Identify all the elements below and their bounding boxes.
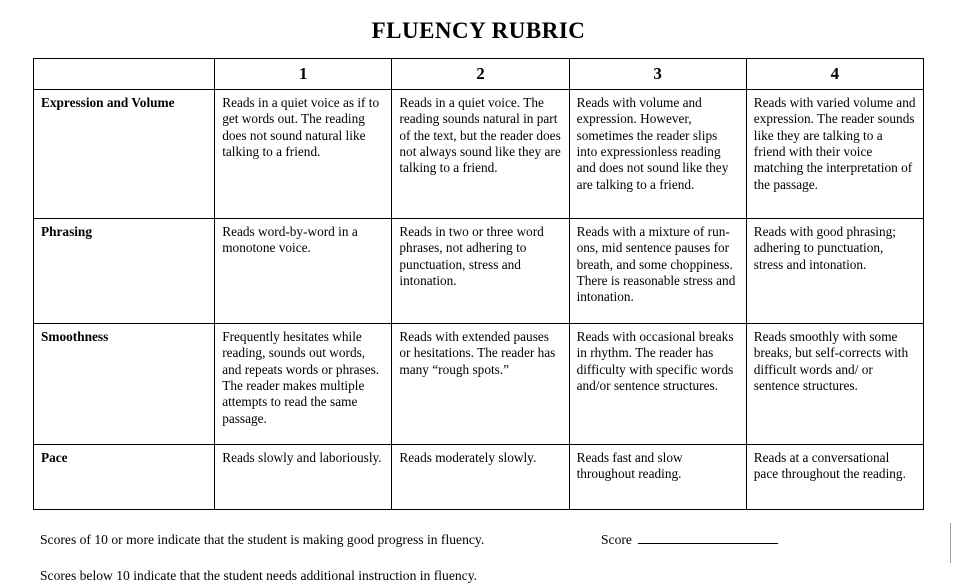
cell-pace-3: Reads fast and slow throughout reading. — [569, 445, 746, 510]
cell-phrasing-2: Reads in two or three word phrases, not adhering to punctuation, stress and intonation. — [392, 219, 569, 324]
cell-phrasing-1: Reads word-by-word in a monotone voice. — [215, 219, 392, 324]
cell-phrasing-4: Reads with good phrasing; adhering to punctuation, stress and intonation. — [746, 219, 923, 324]
header-score-1: 1 — [215, 59, 392, 90]
cell-expression-1: Reads in a quiet voice as if to get words out. The reading does not sound natural like talking to a friend. — [215, 90, 392, 219]
cell-smoothness-3: Reads with occasional breaks in rhythm. The reader has difficulty with specific words and/or sentence structures. — [569, 324, 746, 445]
criteria-smoothness: Smoothness — [34, 324, 215, 445]
cell-pace-4: Reads at a conversational pace throughout the reading. — [746, 445, 923, 510]
cell-smoothness-2: Reads with extended pauses or hesitations. The reader has many “rough spots.” — [392, 324, 569, 445]
cell-pace-2: Reads moderately slowly. — [392, 445, 569, 510]
note-low-scores: Scores below 10 indicate that the student needs additional instruction in fluency. — [40, 568, 478, 584]
document-page — [0, 18, 957, 584]
header-score-4: 4 — [746, 59, 923, 90]
footer-notes — [40, 530, 957, 586]
table-row — [34, 219, 924, 324]
cell-smoothness-1: Frequently hesitates while reading, sounds out words, and repeats words or phrases. The reader makes multiple attempts to read the same passage. — [215, 324, 392, 445]
cell-expression-4: Reads with varied volume and expression. The reader sounds like they are talking to a friend with their voice matching the interpretation of the passage. — [746, 90, 923, 219]
note-high-scores: Scores of 10 or more indicate that the student is making good progress in fluency. — [40, 532, 485, 547]
criteria-pace: Pace — [34, 445, 215, 510]
footer-row-high — [40, 530, 957, 549]
criteria-phrasing: Phrasing — [34, 219, 215, 324]
cell-smoothness-4: Reads smoothly with some breaks, but self-corrects with difficult words and/ or sentence structures. — [746, 324, 923, 445]
page-edge-mark — [950, 523, 951, 563]
score-label: Score — [601, 532, 632, 547]
rubric-table-container — [33, 58, 924, 510]
cell-pace-1: Reads slowly and laboriously. — [215, 445, 392, 510]
fluency-rubric-table — [33, 58, 924, 510]
table-header — [34, 59, 924, 90]
table-body — [34, 90, 924, 510]
cell-phrasing-3: Reads with a mixture of run-ons, mid sentence pauses for breath, and some choppiness. There is reasonable stress and intonation. — [569, 219, 746, 324]
header-criteria — [34, 59, 215, 90]
table-row — [34, 90, 924, 219]
cell-expression-3: Reads with volume and expression. However, sometimes the reader slips into expressionless reading and does not sound like they are talking to a friend. — [569, 90, 746, 219]
criteria-expression-and-volume: Expression and Volume — [34, 90, 215, 219]
table-row — [34, 324, 924, 445]
header-score-3: 3 — [569, 59, 746, 90]
header-row — [34, 59, 924, 90]
score-input-blank[interactable] — [638, 530, 778, 544]
page-title: FLUENCY RUBRIC — [371, 18, 586, 43]
header-score-2: 2 — [392, 59, 569, 90]
table-row — [34, 445, 924, 510]
cell-expression-2: Reads in a quiet voice. The reading sounds natural in part of the text, but the reader does not always sound like they are talking to a friend. — [392, 90, 569, 219]
